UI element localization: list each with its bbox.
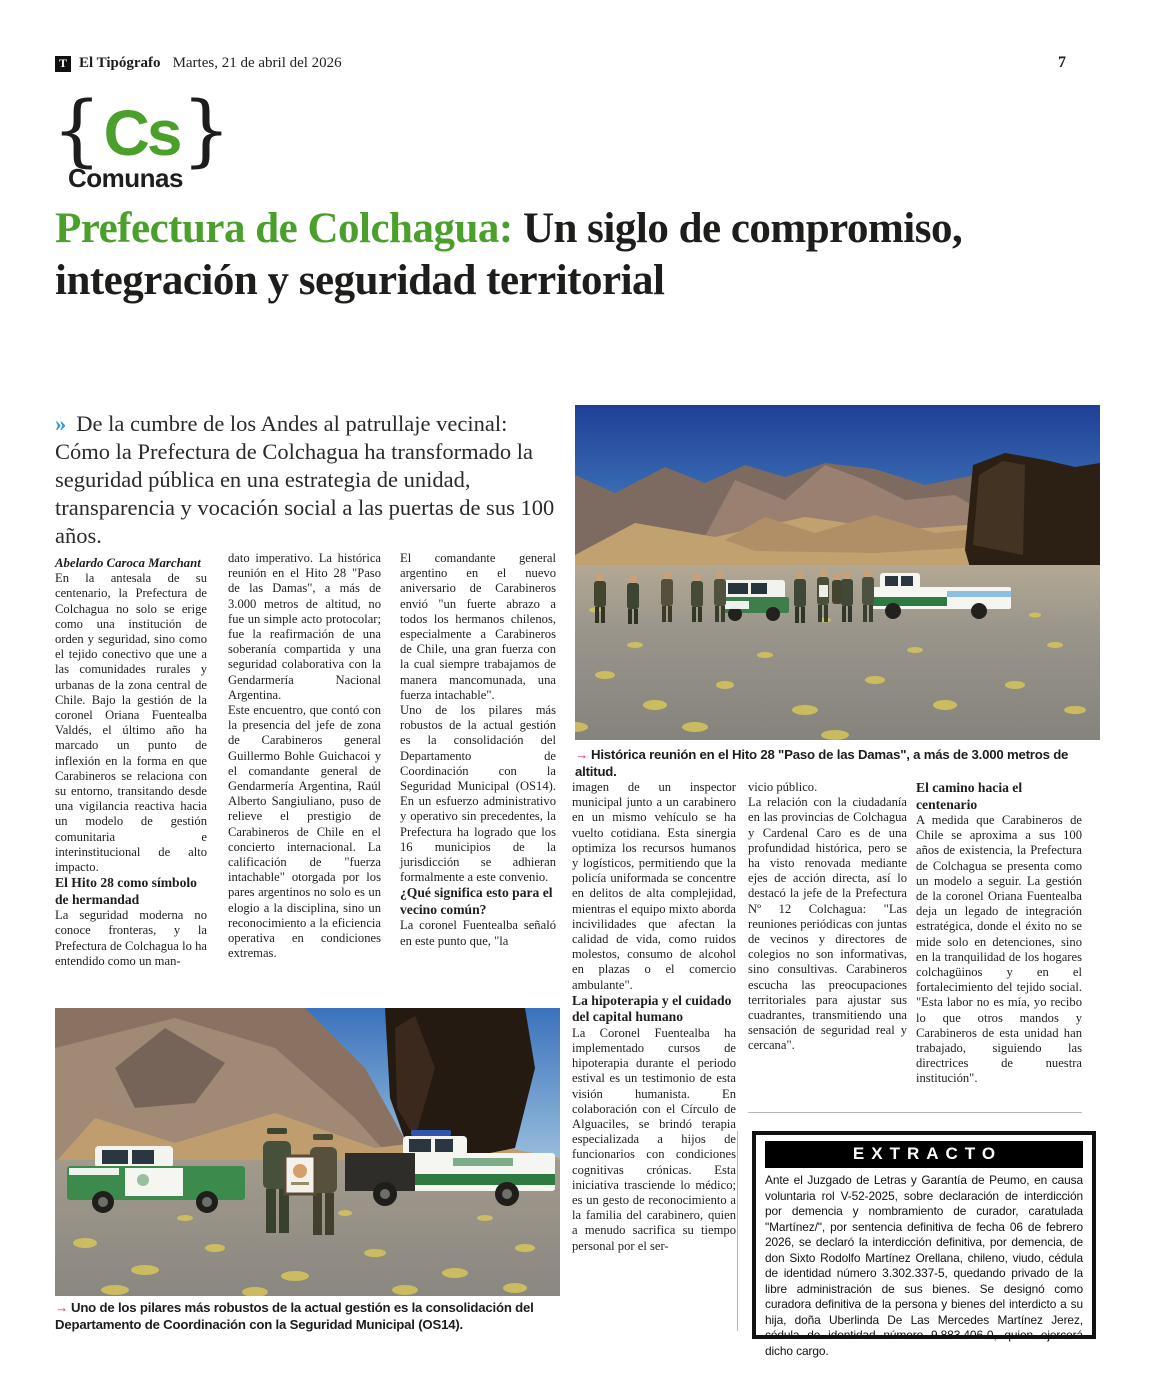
- extracto-title: EXTRACTO: [765, 1141, 1083, 1168]
- ad-divider-horizontal: [748, 1112, 1082, 1113]
- paragraph: La relación con la ciudadanía en las provincias de Colchagua y Cardenal Caro es de una profundidad histórica, pero se ha visto renovada mediante ejes de acción directa, así lo destacó la jefe de la Prefectura Nº 12 Colchagua: "Las reuniones periódicas con juntas de vecinos y directores de colegios no son informativas, sino consultivas. Carabineros escucha las preocupaciones territoriales para ajustar sus cuadrantes, transmitiendo una sensación de seguridad real y cercana".: [748, 795, 907, 1053]
- paragraph: La Coronel Fuentealba ha implementado cursos de hipoterapia durante el periodo estival es un testimonio de esta visión humanista. En colaboración con el Círculo de Alguaciles, se brindó terapia especializada a hijos de funcionarios con condiciones cognitivas crónicas. Esta iniciativa trasciende lo médico; es un gesto de reconocimiento a la familia del carabinero, quien a menudo sacrifica su tiempo personal por el ser-: [572, 1025, 736, 1253]
- photo-os14-trucks: [55, 1008, 560, 1296]
- section-logo-letters: Cs: [103, 97, 180, 169]
- photo1-caption-text: Histórica reunión en el Hito 28 "Paso de las Damas", a más de 3.000 metros de altitud.: [575, 747, 1069, 779]
- lede-text: De la cumbre de los Andes al patrullaje vecinal: Cómo la Prefectura de Colchagua ha transformado la seguridad pública en una estrategia de unidad, transparencia y vocación social a las puertas de sus 100 años.: [55, 411, 555, 548]
- paragraph: vicio público.: [748, 780, 818, 794]
- paragraph: El comandante general argentino en el nuevo aniversario de Carabineros envió "un fuerte abrazo a todos los hermanos chilenos, especialmente a Carabineros de Chile, una gran fuerza con la cual siempre trabajamos de manera mancomunada, una fuerza intachable".: [400, 551, 556, 702]
- paragraph: imagen de un inspector municipal junto a un carabinero en un mismo vehículo se ha vuelto cotidiana. Esta sinergia optimiza los recursos humanos y logísticos, permitiendo que la policía uniformada se concentre en delitos de alta complejidad, mientras el equipo mixto aborda incivilidades que afectan la calidad de vida, como ruidos molestos, consumo de alcohol en plazas o el comercio ambulante".: [572, 780, 736, 992]
- subhead-vecino-comun: ¿Qué significa esto para el vecino común?: [400, 885, 553, 917]
- caption-arrow-icon: →: [575, 747, 588, 762]
- body-column-5: [748, 780, 907, 1054]
- paragraph: A medida que Carabineros de Chile se aproxima a sus 100 años de existencia, la Prefectura de Colchagua se presenta como un modelo a seguir. La gestión de la coronel Oriana Fuentealba deja un legado de integración estratégica, donde el éxito no se mide solo en detenciones, sino en la tranquilidad de los hogares colchagüinos y en el fortalecimiento del tejido social. "Esta labor no es mía, yo recibo lo que otros mandos y Carabineros de esta unidad han trabajado, siguiendo las directrices de nuestra institución".: [916, 813, 1082, 1086]
- edition-date: Martes, 21 de abril del 2026: [172, 55, 342, 71]
- body-column-4: [572, 780, 736, 1254]
- body-column-1: [55, 556, 207, 969]
- paragraph: dato imperativo. La histórica reunión en el Hito 28 "Paso de las Damas", a más de 3.000 metros de altitud, no fue un simple acto protocolar; fue la reafirmación de una soberanía compartida y una seguridad colaborativa con la Gendarmería Nacional Argentina.: [228, 551, 381, 702]
- masthead-title: El Tipógrafo: [79, 55, 161, 71]
- legal-notice-extracto: [752, 1131, 1096, 1358]
- masthead-logo-icon: T: [55, 56, 71, 72]
- body-column-6: [916, 780, 1082, 1087]
- caption-arrow-icon: →: [55, 1300, 68, 1315]
- article-lede: [55, 410, 563, 550]
- extracto-body: Ante el Juzgado de Letras y Garantía de Peumo, en causa voluntaria rol V-52-2025, sobre declaración de interdicción por demencia y nombramiento de curador, caratulada "Martínez/", por sentencia definitiva de fecha 06 de febrero 2026, se declaró la interdicción definitiva, por demencia, de don Sixto Rodolfo Martínez Orellana, chileno, viudo, cédula de identidad número 3.302.337-5, quedando privado de la libre administración de sus bienes. Se designó como curadora definitiva de la persona y bienes del interdicto a su hija, doña Uberlinda De Las Mercedes Martínez Jerez, cédula de identidad número 9.883.406-0, quien ejercerá dicho cargo.: [765, 1173, 1083, 1358]
- subhead-hipoterapia: La hipoterapia y el cuidado del capital humano: [572, 992, 732, 1025]
- photo2-caption: [55, 1300, 560, 1333]
- photo1-caption: [575, 747, 1095, 780]
- paragraph: En la antesala de su centenario, la Prefectura de Colchagua no solo se erige como una institución de orden y seguridad, sino como el tejido conectivo que une a las comunidades rurales y urbanas de la zona central de Chile. Bajo la gestión de la coronel Oriana Fuentealba Valdés, el último año ha marcado un punto de inflexión en la forma en que Carabineros se relaciona con su entorno, transitando desde una vigilancia reactiva hacia un modelo de gestión comunitaria e interinstitucional de alto impacto.: [55, 571, 207, 875]
- paragraph: Este encuentro, que contó con la presencia del jefe de zona de Carabineros general Guillermo Bohle Guichacoi y el comandante general de Gendarmería Argentina, Raúl Alberto Sangiuliano, puso de relieve el prestigio de Carabineros de Chile en el concierto internacional. La calificación de "fuerza intachable" otorgada por los pares argentinos no solo es un elogio a la disciplina, sino un reconocimiento a la eficiencia operativa en condiciones extremas.: [228, 703, 381, 961]
- lede-marker-icon: »: [55, 411, 67, 436]
- paragraph: Uno de los pilares más robustos de la actual gestión es la consolidación del Departamento de Coordinación con la Seguridad Municipal (OS14). En un esfuerzo administrativo y operativo sin precedentes, la Prefectura ha logrado que los 16 municipios de la jurisdicción se adhieran formalmente a este convenio.: [400, 703, 556, 885]
- photo2-caption-text: Uno de los pilares más robustos de la actual gestión es la consolidación del Departamento de Coordinación con la Seguridad Municipal (OS14).: [55, 1300, 534, 1332]
- ad-divider-vertical: [737, 1131, 738, 1331]
- subhead-hito-28: El Hito 28 como símbolo de hermandad: [55, 875, 197, 907]
- paragraph: La seguridad moderna no conoce fronteras, y la Prefectura de Colchagua lo ha entendido como un man-: [55, 908, 207, 968]
- section-name: Comunas: [68, 163, 183, 193]
- paragraph: La coronel Fuentealba señaló en este punto que, "la: [400, 918, 556, 948]
- photo-hito-28-meeting: [575, 405, 1100, 740]
- body-column-3: [400, 551, 556, 949]
- byline: Abelardo Caroca Marchant: [55, 556, 201, 570]
- body-column-2: [228, 551, 381, 961]
- headline-kicker: Prefectura de Colchagua:: [55, 205, 513, 252]
- headline-main: Un siglo de compromiso, integración y seguridad territorial: [55, 205, 963, 304]
- subhead-centenario: El camino hacia el centenario: [916, 780, 1023, 812]
- brace-right-glyph: }: [181, 86, 232, 176]
- brace-left-glyph: {: [52, 86, 102, 176]
- article-headline: [55, 203, 1075, 307]
- page-number: 7: [1058, 54, 1066, 71]
- page-header: [55, 55, 342, 72]
